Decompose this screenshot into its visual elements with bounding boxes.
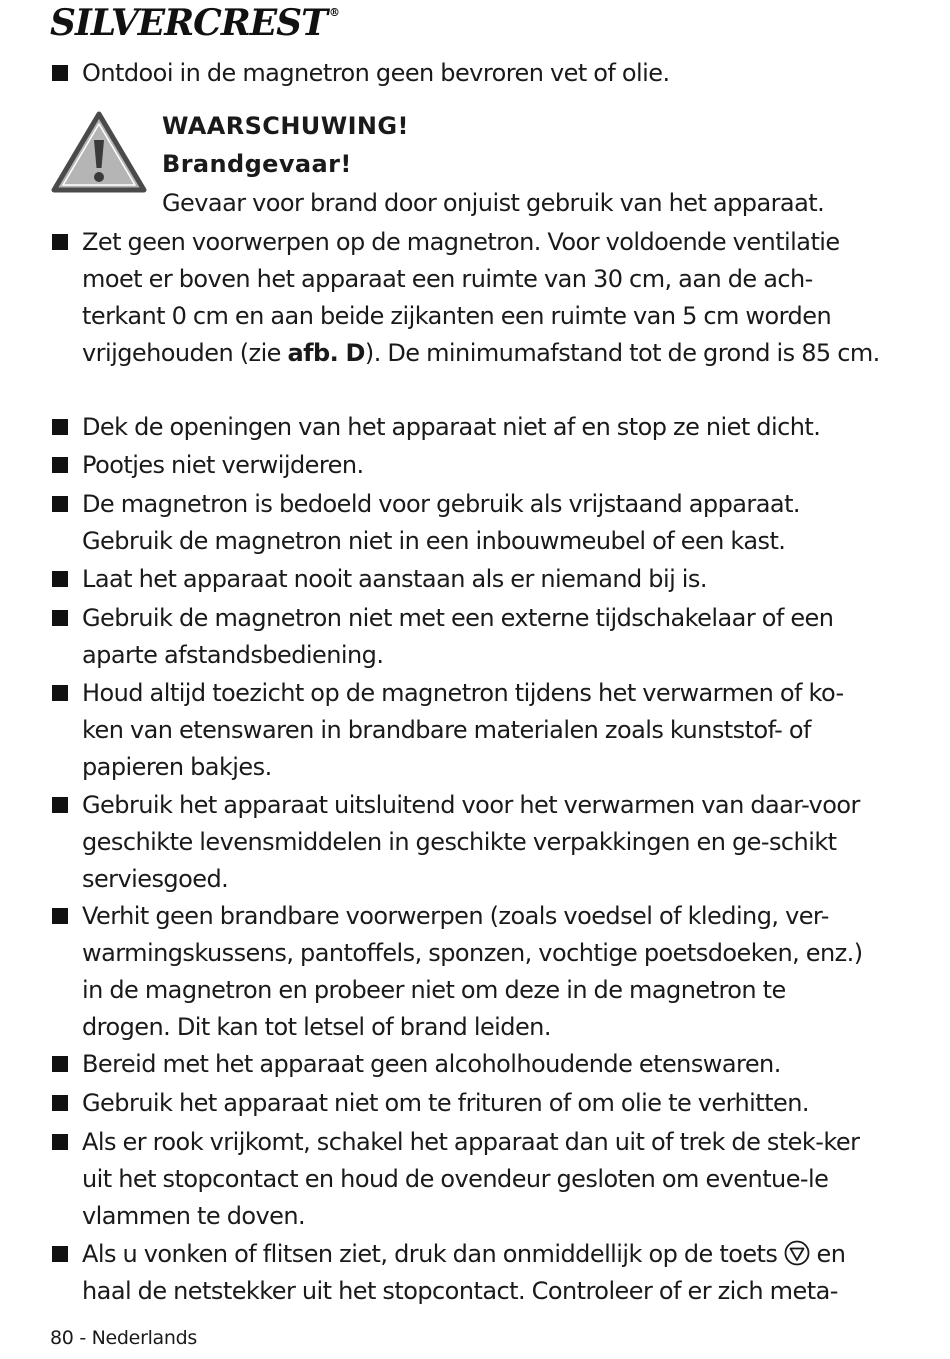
bullet-square-icon [52, 496, 68, 512]
bullet-square-icon [52, 1056, 68, 1072]
list-item: Laat het apparaat nooit aanstaan als er niemand bij is. [50, 561, 880, 598]
list-item: De magnetron is bedoeld voor gebruik als vrijstaand apparaat. Gebruik de magnetron niet in een inbouwmeubel of een kast. [50, 486, 880, 560]
brand-logo: SILVERCREST ® [50, 2, 339, 44]
list-item: Zet geen voorwerpen op de magnetron. Voor voldoende ventilatie moet er boven het apparaat een ruimte van 30 cm, aan de ach-terkant 0 cm en aan beide zijkanten een ruimte van 5 cm worden vrijgehouden (zie afb. D). De minimumafstand tot de grond is 85 cm. [50, 224, 880, 372]
list-item: Dek de openingen van het apparaat niet af en stop ze niet dicht. [50, 409, 880, 446]
bullet-square-icon [52, 797, 68, 813]
bullet-square-icon [52, 1246, 68, 1262]
list-item: Pootjes niet verwijderen. [50, 447, 880, 484]
bullet-square-icon [52, 234, 68, 250]
warning-title: WAARSCHUWING! [162, 112, 409, 140]
figure-reference: afb. D [287, 339, 365, 367]
list-item: Gebruik de magnetron niet met een externe tijdschakelaar of een aparte afstandsbediening. [50, 600, 880, 674]
page-footer: 80 - Nederlands [50, 1327, 197, 1349]
bullet-square-icon [52, 571, 68, 587]
warning-body: Gevaar voor brand door onjuist gebruik van het apparaat. [162, 189, 825, 217]
bullet-square-icon [52, 1095, 68, 1111]
bullet-square-icon [52, 419, 68, 435]
bullet-square-icon [52, 610, 68, 626]
list-item: Verhit geen brandbare voorwerpen (zoals voedsel of kleding, ver-warmingskussens, pantoffels, sponzen, vochtige poetsdoeken, enz.) in de magnetron en probeer niet om deze in de magnetron te drogen. Dit kan tot letsel of brand leiden. [50, 898, 880, 1046]
stop-button-icon [784, 1240, 810, 1266]
list-item: Gebruik het apparaat uitsluitend voor het verwarmen van daar-voor geschikte levensmiddelen in geschikte verpakkingen en ge-schikt serviesgoed. [50, 787, 880, 898]
warning-triangle-icon [50, 110, 148, 194]
warning-subtitle: Brandgevaar! [162, 150, 352, 178]
bullet-square-icon [52, 65, 68, 81]
bullet-square-icon [52, 457, 68, 473]
bullet-square-icon [52, 908, 68, 924]
list-item: Bereid met het apparaat geen alcoholhoudende etenswaren. [50, 1046, 880, 1083]
list-item: Als er rook vrijkomt, schakel het apparaat dan uit of trek de stek-ker uit het stopcontact en houd de ovendeur gesloten om eventue-le vlammen te doven. [50, 1124, 880, 1235]
list-item: Als u vonken of flitsen ziet, druk dan onmiddellijk op de toets en haal de netstekker uit het stopcontact. Controleer of er zich meta- [50, 1236, 880, 1310]
bullet-square-icon [52, 685, 68, 701]
bullet-square-icon [52, 1134, 68, 1150]
list-item: Gebruik het apparaat niet om te frituren of om olie te verhitten. [50, 1085, 880, 1122]
list-item: Ontdooi in de magnetron geen bevroren vet of olie. [50, 55, 880, 92]
list-item: Houd altijd toezicht op de magnetron tijdens het verwarmen of ko-ken van etenswaren in brandbare materialen zoals kunststof- of papieren bakjes. [50, 675, 880, 786]
